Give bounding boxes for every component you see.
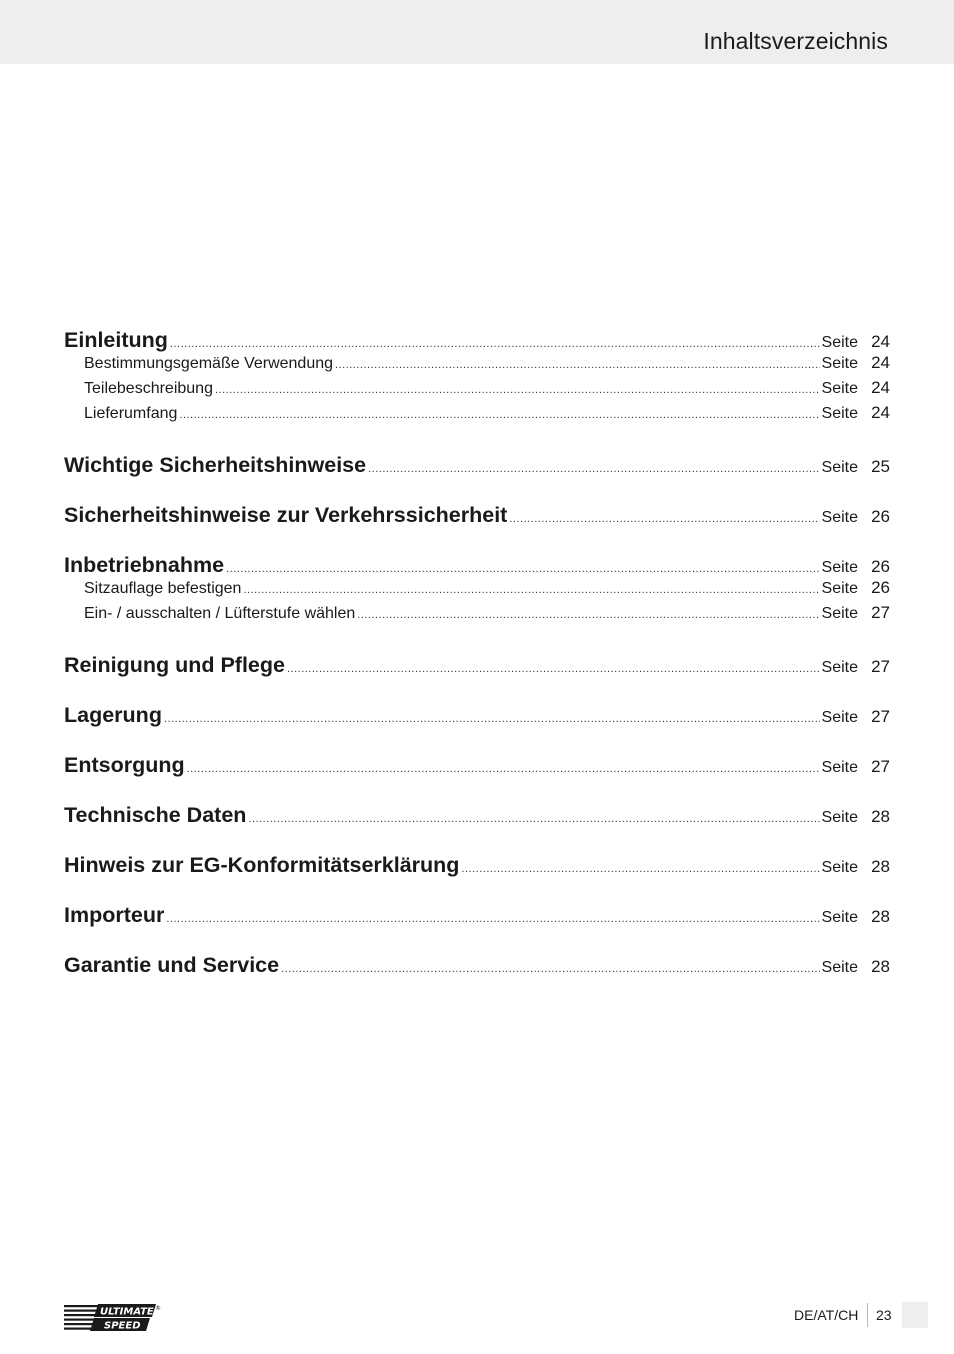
toc-page-word: Seite — [821, 859, 858, 876]
toc-entry-label: Lagerung — [64, 703, 162, 727]
toc-page-word: Seite — [821, 659, 858, 676]
toc-page-number: 24 — [871, 378, 890, 397]
toc-page-number: 27 — [871, 757, 890, 776]
toc-leader-dots — [179, 409, 819, 421]
page-title: Inhaltsverzeichnis — [703, 28, 888, 54]
toc-entry[interactable] — [64, 903, 890, 928]
toc-entry[interactable] — [64, 403, 890, 428]
toc-leader-dots — [248, 813, 819, 825]
toc-leader-dots — [243, 584, 819, 596]
toc-page-word: Seite — [821, 355, 858, 372]
toc-page-number: 26 — [871, 557, 890, 576]
toc-entry[interactable] — [64, 703, 890, 728]
toc-entry[interactable] — [64, 853, 890, 878]
toc-entry-label: Entsorgung — [64, 753, 185, 777]
svg-text:SPEED: SPEED — [104, 1320, 141, 1332]
toc-entry-label: Sicherheitshinweise zur Verkehrssicherheit — [64, 503, 508, 527]
toc-entry-label: Inbetriebnahme — [64, 553, 225, 577]
toc-page-number: 26 — [871, 507, 890, 526]
toc-page-word: Seite — [821, 909, 858, 926]
toc-entry[interactable] — [64, 603, 890, 628]
toc-entry-label: Bestimmungsgemäße Verwendung — [84, 355, 334, 372]
toc-entry-label: Importeur — [64, 903, 165, 927]
toc-entry[interactable] — [64, 753, 890, 778]
toc-entry[interactable] — [64, 503, 890, 528]
toc-leader-dots — [166, 913, 819, 925]
toc-leader-dots — [170, 338, 820, 350]
toc-page-number: 27 — [871, 603, 890, 622]
toc-page-word: Seite — [821, 380, 858, 397]
toc-entry[interactable] — [64, 953, 890, 978]
toc-entry[interactable] — [64, 353, 890, 378]
toc-page-word: Seite — [821, 459, 858, 476]
toc-page-word: Seite — [821, 759, 858, 776]
footer-region: DE/AT/CH — [794, 1307, 859, 1323]
toc-leader-dots — [226, 563, 819, 575]
toc-page-number: 24 — [871, 353, 890, 372]
toc-entry-label: Wichtige Sicherheitshinweise — [64, 453, 367, 477]
toc-entry[interactable] — [64, 578, 890, 603]
toc-leader-dots — [164, 713, 820, 725]
toc-page-number: 26 — [871, 578, 890, 597]
toc-page-word: Seite — [821, 709, 858, 726]
toc-page-word: Seite — [821, 809, 858, 826]
brand-logo — [64, 1303, 162, 1333]
toc-page-number: 28 — [871, 957, 890, 976]
svg-text:®: ® — [155, 1305, 161, 1312]
toc-leader-dots — [357, 609, 819, 621]
toc-page-word: Seite — [821, 580, 858, 597]
toc-page-number: 24 — [871, 332, 890, 351]
toc-page-word: Seite — [821, 509, 858, 526]
footer-tab-marker — [902, 1302, 928, 1328]
toc-page-number: 27 — [871, 707, 890, 726]
toc-entry-label: Reinigung und Pflege — [64, 653, 285, 677]
toc-page-number: 28 — [871, 807, 890, 826]
toc-page-number: 27 — [871, 657, 890, 676]
toc-entry-label: Hinweis zur EG-Konformitätserklärung — [64, 853, 460, 877]
toc-entry-label: Technische Daten — [64, 803, 247, 827]
toc-page-word: Seite — [821, 334, 858, 351]
toc-leader-dots — [215, 384, 820, 396]
toc-page-number: 25 — [871, 457, 890, 476]
toc-leader-dots — [187, 763, 820, 775]
table-of-contents — [64, 328, 890, 978]
toc-page-word: Seite — [821, 405, 858, 422]
toc-leader-dots — [509, 513, 819, 525]
toc-leader-dots — [368, 463, 819, 475]
toc-page-number: 24 — [871, 403, 890, 422]
toc-entry-label: Sitzauflage befestigen — [84, 580, 242, 597]
toc-entry-label: Lieferumfang — [84, 405, 178, 422]
toc-entry-label: Einleitung — [64, 328, 168, 352]
toc-page-word: Seite — [821, 959, 858, 976]
toc-entry[interactable] — [64, 328, 890, 353]
footer-divider — [867, 1303, 868, 1327]
toc-leader-dots — [281, 963, 819, 975]
toc-page-number: 28 — [871, 857, 890, 876]
svg-text:ULTIMATE: ULTIMATE — [100, 1306, 154, 1318]
toc-entry[interactable] — [64, 378, 890, 403]
toc-leader-dots — [335, 359, 820, 371]
footer-page-number: 23 — [876, 1307, 892, 1323]
toc-entry[interactable] — [64, 653, 890, 678]
toc-page-word: Seite — [821, 559, 858, 576]
toc-entry[interactable] — [64, 453, 890, 478]
toc-page-number: 28 — [871, 907, 890, 926]
toc-entry[interactable] — [64, 803, 890, 828]
toc-leader-dots — [461, 863, 819, 875]
toc-entry-label: Garantie und Service — [64, 953, 280, 977]
toc-leader-dots — [287, 663, 820, 675]
toc-page-word: Seite — [821, 605, 858, 622]
toc-entry[interactable] — [64, 553, 890, 578]
toc-entry-label: Teilebeschreibung — [84, 380, 213, 397]
toc-entry-label: Ein- / ausschalten / Lüfterstufe wählen — [84, 605, 356, 622]
